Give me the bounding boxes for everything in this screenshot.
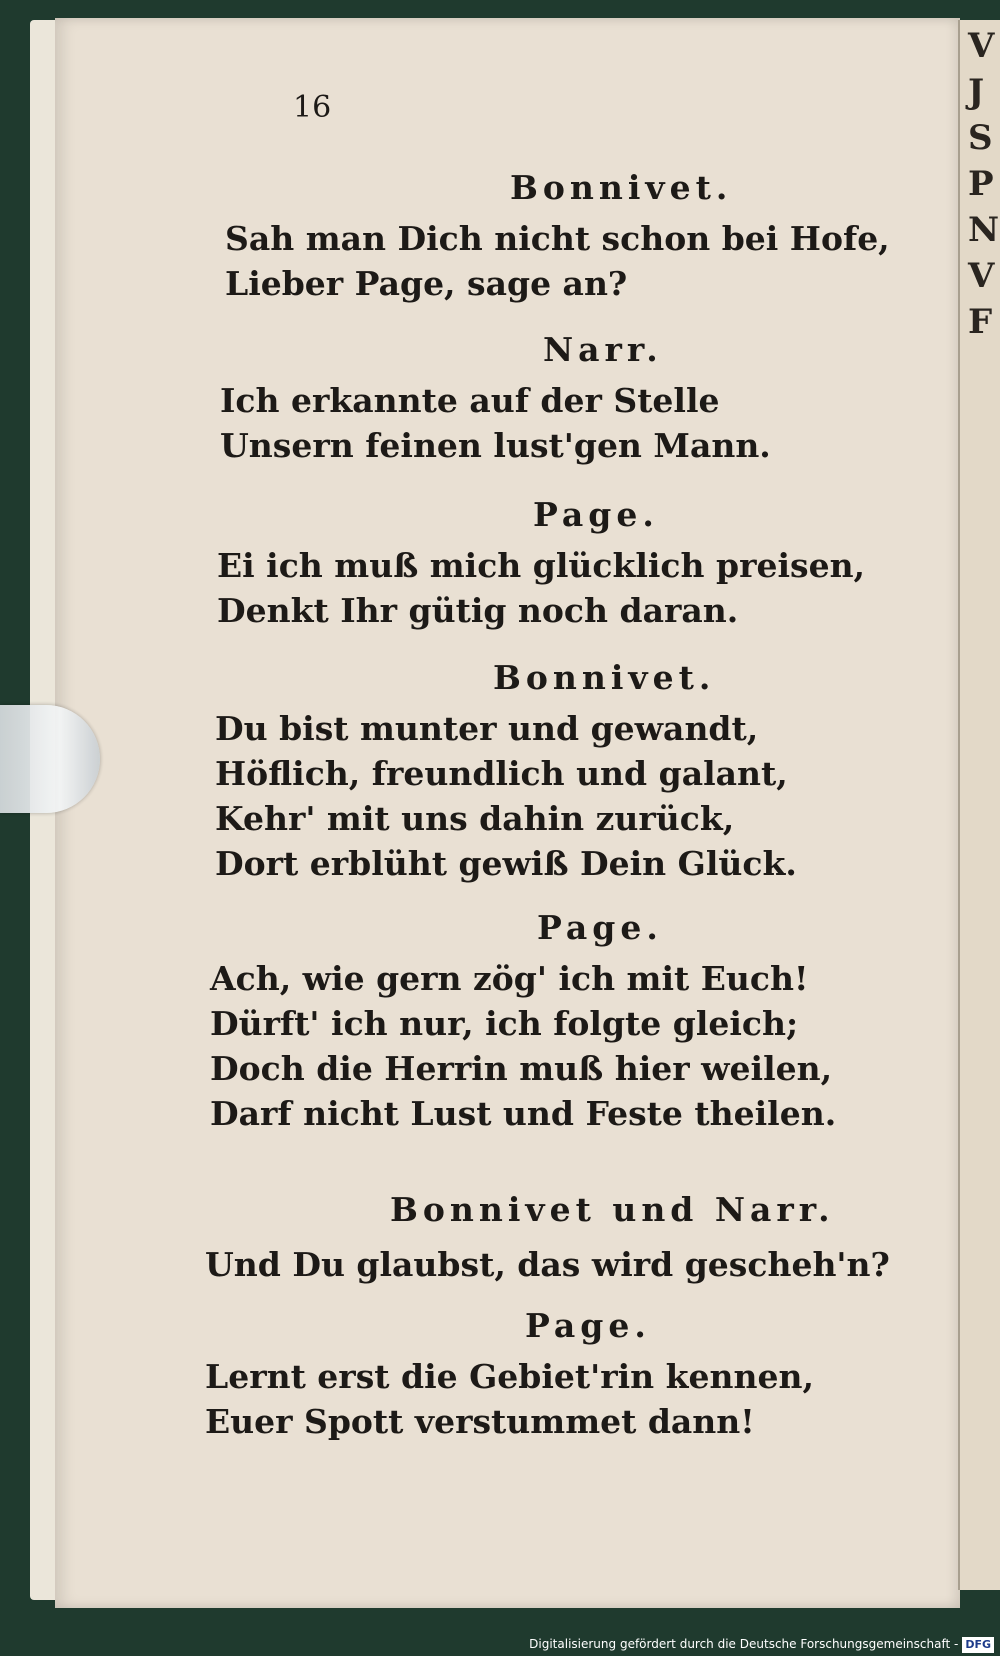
speaker-heading: Page. <box>537 908 663 947</box>
verse-line: Ei ich muß mich glücklich preisen, <box>217 546 866 585</box>
speaker-heading: Bonnivet. <box>510 168 733 207</box>
verse-line: Unsern feinen lust'gen Mann. <box>220 426 771 465</box>
verse-line: Kehr' mit uns dahin zurück, <box>215 799 735 838</box>
verse-block <box>220 378 771 468</box>
verse-line: Lernt erst die Gebiet'rin kennen, <box>205 1357 814 1396</box>
verse-line: Ich erkannte auf der Stelle <box>220 381 720 420</box>
speaker-heading: Narr. <box>543 330 663 369</box>
dfg-logo: DFG <box>962 1637 994 1653</box>
verse-block <box>205 1354 814 1444</box>
verse-line: Dort erblüht gewiß Dein Glück. <box>215 844 797 883</box>
page-number: 16 <box>293 90 332 125</box>
verse-line: Du bist munter und gewandt, <box>215 709 759 748</box>
verse-line: Ach, wie gern zög' ich mit Euch! <box>210 959 809 998</box>
verse-line: Lieber Page, sage an? <box>225 264 628 303</box>
verse-block <box>225 216 890 306</box>
verse-block <box>210 956 836 1136</box>
page-text <box>55 18 960 1608</box>
speaker-heading: Bonnivet und Narr. <box>390 1190 835 1229</box>
verse-line: Denkt Ihr gütig noch daran. <box>217 591 739 630</box>
verse-line: Höflich, freundlich und galant, <box>215 754 788 793</box>
verse-line: Sah man Dich nicht schon bei Hofe, <box>225 219 890 258</box>
verse-block <box>217 543 865 633</box>
book-page <box>55 18 960 1608</box>
verse-line: Euer Spott verstummet dann! <box>205 1402 755 1441</box>
verse-line: Dürft' ich nur, ich folgte gleich; <box>210 1004 799 1043</box>
next-page-edge: V J S P N V F <box>958 20 1000 1590</box>
digitization-credit <box>529 1634 994 1654</box>
verse-line: Doch die Herrin muß hier weilen, <box>210 1049 833 1088</box>
verse-line: Darf nicht Lust und Feste theilen. <box>210 1094 837 1133</box>
verse-block <box>205 1242 890 1287</box>
verse-line: Und Du glaubst, das wird gescheh'n? <box>205 1245 890 1284</box>
speaker-heading: Page. <box>533 495 659 534</box>
verse-block <box>215 706 797 886</box>
credit-text: Digitalisierung gefördert durch die Deutsche Forschungsgemeinschaft - <box>529 1637 959 1651</box>
speaker-heading: Page. <box>525 1306 651 1345</box>
speaker-heading: Bonnivet. <box>493 658 716 697</box>
